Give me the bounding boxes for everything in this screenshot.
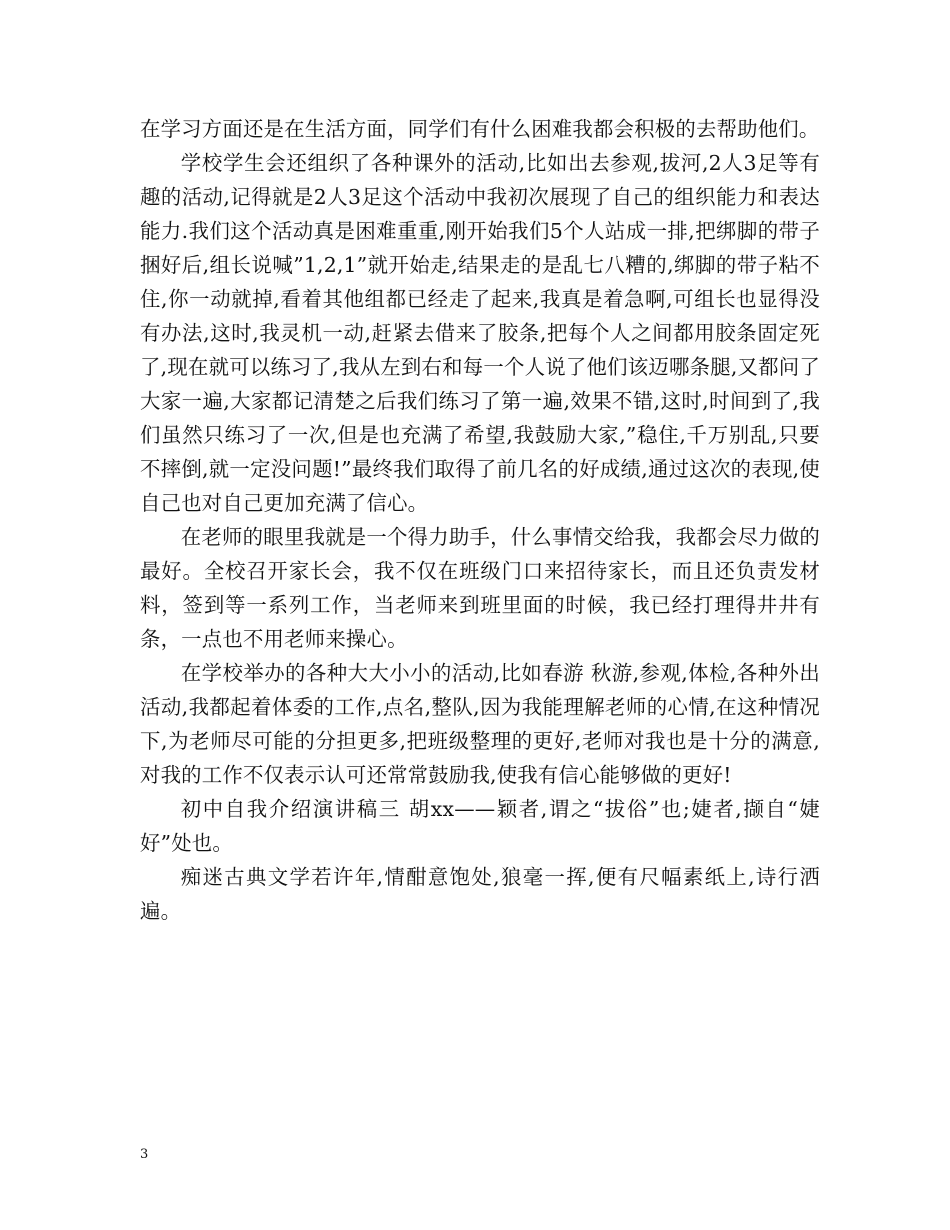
paragraph-school-activities: 在学校举办的各种大大小小的活动,比如春游 秋游,参观,体检,各种外出活动,我都起着体委的工作,点名,整队,因为我能理解老师的心情,在这种情况下,为老师尽可能的分担更多,把班级整理的更好,老师对我也是十分的满意,对我的工作不仅表示认可还常常鼓励我,使我有信心能够做的更好! — [140, 661, 820, 787]
paragraph-student-union-activity: 学校学生会还组织了各种课外的活动,比如出去参观,拔河,2人3足等有趣的活动,记得就是2人3足这个活动中我初次展现了自己的组织能力和表达能力.我们这个活动真是困难重重,刚开始我们5个人站成一排,把绑脚的带子捆好后,组长说喊”1,2,1”就开始走,结果走的是乱七八糟的,绑脚的带子粘不住,你一动就掉,看着其他组都已经走了起来,我真是着急啊,可组长也显得没有办法,这时,我灵机一动,赶紧去借来了胶条,把每个人之间都用胶条固定死了,现在就可以练习了,我从左到右和每一个人说了他们该迈哪条腿,又都问了大家一遍,大家都记清楚之后我们练习了第一遍,效果不错,这时,时间到了,我们虽然只练习了一次,但是也充满了希望,我鼓励大家,”稳住,千万别乱,只要不摔倒,就一定没问题!”最终我们取得了前几名的好成绩,通过这次的表现,使自己也对自己更加充满了信心。 — [140, 151, 820, 515]
paragraph-teacher-assistant: 在老师的眼里我就是一个得力助手，什么事情交给我，我都会尽力做的最好。全校召开家长会，我不仅在班级门口来招待家长，而且还负责发材料，签到等一系列工作，当老师来到班里面的时候，我已经打理得井井有条，一点也不用老师来操心。 — [140, 525, 820, 651]
paragraph-speech-three-intro: 初中自我介绍演讲稿三 胡xx——颖者,谓之“拔俗”也;婕者,撷自“婕好”处也。 — [140, 797, 820, 855]
paragraph-classical-literature: 痴迷古典文学若许年,情酣意饱处,狼毫一挥,便有尺幅素纸上,诗行洒遍。 — [140, 865, 820, 923]
paragraph-continuation: 在学习方面还是在生活方面，同学们有什么困难我都会积极的去帮助他们。 — [140, 117, 820, 141]
page-number: 3 — [140, 1147, 149, 1162]
body-text — [140, 112, 820, 928]
